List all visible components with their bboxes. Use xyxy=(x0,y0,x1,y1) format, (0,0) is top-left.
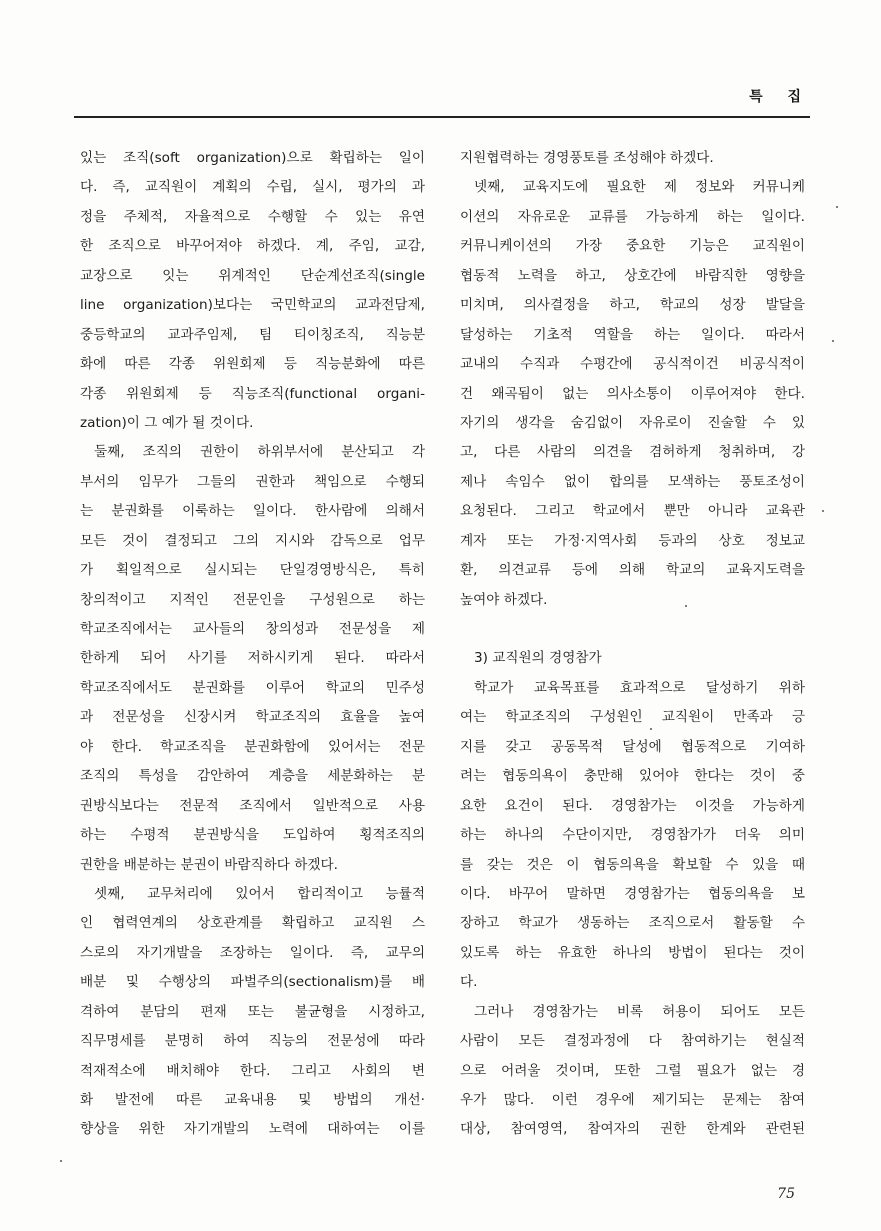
scan-speck xyxy=(685,605,687,607)
text-line: 인 협력연계의 상호관계를 확립하고 교직원 스 xyxy=(80,915,425,932)
scan-speck xyxy=(832,340,834,342)
text-line: 적재적소에 배치해야 한다. 그리고 사회의 변 xyxy=(80,1062,425,1079)
text-line: 부서의 임무가 그들의 권한과 책임으로 수행되 xyxy=(80,473,425,490)
scan-speck xyxy=(822,510,824,512)
text-line: 셋째, 교무처리에 있어서 합리적이고 능률적 xyxy=(94,885,425,902)
text-line: 중등학교의 교과주임제, 팀 티이칭조직, 직능분 xyxy=(80,326,425,343)
text-line: 한 조직으로 바꾸어져야 하겠다. 계, 주임, 교감, xyxy=(80,238,425,255)
text-line: 그러나 경영참가는 비록 허용이 되어도 모든 xyxy=(474,1003,805,1020)
text-line: 교내의 수직과 수평간에 공식적이건 비공식적이 xyxy=(460,356,805,373)
text-line: 있도록 하는 유효한 하나의 방법이 된다는 것이 xyxy=(460,944,805,961)
text-line: 우가 많다. 이런 경우에 제기되는 문제는 참여 xyxy=(460,1092,805,1108)
scan-speck xyxy=(836,206,838,208)
text-line: line organization)보다는 국민학교의 교과전담제, xyxy=(80,297,425,314)
text-line: 교장으로 잇는 위계적인 단순계선조직(single xyxy=(80,267,425,284)
section-label: 특 집 xyxy=(749,89,811,105)
text-line: 다. 즉, 교직원이 계획의 수립, 실시, 평가의 과 xyxy=(80,179,425,196)
text-line: 모든 것이 결정되고 그의 지시와 감독으로 업무 xyxy=(80,532,425,549)
text-line: 권한을 배분하는 분권이 바람직하다 하겠다. xyxy=(80,856,338,873)
text-line: 정을 주체적, 자율적으로 수행할 수 있는 유연 xyxy=(80,208,425,225)
header-rule xyxy=(74,116,810,118)
left-column xyxy=(80,144,425,1145)
text-line: 과 전문성을 신장시켜 학교조직의 효율을 높여 xyxy=(80,709,425,726)
text-line: 지원협력하는 경영풍토를 조성해야 하겠다. xyxy=(460,150,714,166)
text-line: 자기의 생각을 숨김없이 자유로이 진술할 수 있 xyxy=(460,414,805,431)
text-line: zation)이 그 예가 될 것이다. xyxy=(80,414,254,431)
text-line: 대상, 참여영역, 참여자의 권한 한계와 관련된 xyxy=(460,1121,805,1138)
text-line: 요한 요건이 된다. 경영참가는 이것을 가능하게 xyxy=(460,797,805,814)
text-line: 직무명세를 분명히 하여 직능의 전문성에 따라 xyxy=(80,1033,425,1050)
text-line: 달성하는 기초적 역할을 하는 일이다. 따라서 xyxy=(460,326,805,343)
text-line: 둘째, 조직의 권한이 하위부서에 분산되고 각 xyxy=(94,444,425,461)
page-number: 75 xyxy=(777,1186,795,1202)
text-line: 으로 어려울 것이며, 또한 그럴 필요가 없는 경 xyxy=(460,1062,805,1079)
text-line: 려는 협동의욕이 충만해 있어야 한다는 것이 중 xyxy=(460,768,805,785)
text-line: 학교조직에서도 분권화를 이루어 학교의 민주성 xyxy=(80,679,425,696)
text-line: 요청된다. 그리고 학교에서 뿐만 아니라 교육관 xyxy=(460,503,805,520)
text-line: 한하게 되어 사기를 저하시키게 된다. 따라서 xyxy=(80,650,425,667)
text-line: 화에 따른 각종 위원회제 등 직능분화에 따른 xyxy=(80,356,425,373)
text-line: 하는 하나의 수단이지만, 경영참가가 더욱 의미 xyxy=(460,827,805,844)
text-line: 장하고 학교가 생동하는 조직으로서 활동할 수 xyxy=(460,915,805,932)
text-line: 넷째, 교육지도에 필요한 제 정보와 커뮤니케 xyxy=(474,179,805,196)
scan-speck xyxy=(60,1160,62,1162)
text-line: 배분 및 수행상의 파벌주의(sectionalism)를 배 xyxy=(80,974,425,991)
text-line: 여는 학교조직의 구성원인 교직원이 만족과 긍 xyxy=(460,709,805,726)
text-line: 계자 또는 가정·지역사회 등과의 상호 정보교 xyxy=(460,532,805,549)
text-line: 미치며, 의사결정을 하고, 학교의 성장 발달을 xyxy=(460,297,805,314)
right-column xyxy=(460,144,805,1145)
text-line: 3) 교직원의 경영참가 xyxy=(474,650,602,667)
text-line: 조직의 특성을 감안하여 계층을 세분화하는 분 xyxy=(80,768,425,785)
text-line: 향상을 위한 자기개발의 노력에 대하여는 이를 xyxy=(80,1121,425,1138)
text-line: 다. xyxy=(460,974,478,991)
text-line: 높여야 하겠다. xyxy=(460,591,548,608)
text-line: 학교가 교육목표를 효과적으로 달성하기 위하 xyxy=(474,679,805,696)
text-line: 이션의 자유로운 교류를 가능하게 하는 일이다. xyxy=(460,208,805,225)
text-line: 를 갖는 것은 이 협동의욕을 확보할 수 있을 때 xyxy=(460,856,805,873)
text-line: 사람이 모든 결정과정에 다 참여하기는 현실적 xyxy=(460,1033,805,1050)
text-line: 각종 위원회제 등 직능조직(functional organi- xyxy=(80,385,425,402)
text-line: 화 발전에 따른 교육내용 및 방법의 개선· xyxy=(80,1092,425,1108)
text-line xyxy=(460,615,805,644)
text-line: 격하여 분담의 편재 또는 불균형을 시정하고, xyxy=(80,1003,425,1020)
text-line: 학교조직에서는 교사들의 창의성과 전문성을 제 xyxy=(80,621,425,637)
text-line: 제나 속임수 없이 합의를 모색하는 풍토조성이 xyxy=(460,473,805,490)
text-line: 야 한다. 학교조직을 분권화함에 있어서는 전문 xyxy=(80,738,425,755)
text-line: 하는 수평적 분권방식을 도입하여 횡적조직의 xyxy=(80,827,425,844)
text-line: 있는 조직(soft organization)으로 확립하는 일이 xyxy=(80,150,425,166)
text-line: 창의적이고 지적인 전문인을 구성원으로 하는 xyxy=(80,591,425,608)
text-line: 지를 갖고 공동목적 달성에 협동적으로 기여하 xyxy=(460,738,805,755)
text-line: 권방식보다는 전문적 조직에서 일반적으로 사용 xyxy=(80,797,425,814)
text-line: 협동적 노력을 하고, 상호간에 바람직한 영향을 xyxy=(460,267,805,284)
text-line: 커뮤니케이션의 가장 중요한 기능은 교직원이 xyxy=(460,238,805,255)
text-line: 고, 다른 사람의 의견을 겸허하게 청취하며, 강 xyxy=(460,444,805,461)
text-line: 스로의 자기개발을 조장하는 일이다. 즉, 교무의 xyxy=(80,944,425,961)
text-line: 환, 의견교류 등에 의해 학교의 교육지도력을 xyxy=(460,562,805,579)
text-line: 가 획일적으로 실시되는 단일경영방식은, 특히 xyxy=(80,562,425,579)
text-line: 는 분권화를 이룩하는 일이다. 한사람에 의해서 xyxy=(80,503,425,520)
text-line: 건 왜곡됨이 없는 의사소통이 이루어져야 한다. xyxy=(460,385,805,402)
scan-speck xyxy=(650,728,652,730)
text-line: 이다. 바꾸어 말하면 경영참가는 협동의욕을 보 xyxy=(460,885,805,902)
